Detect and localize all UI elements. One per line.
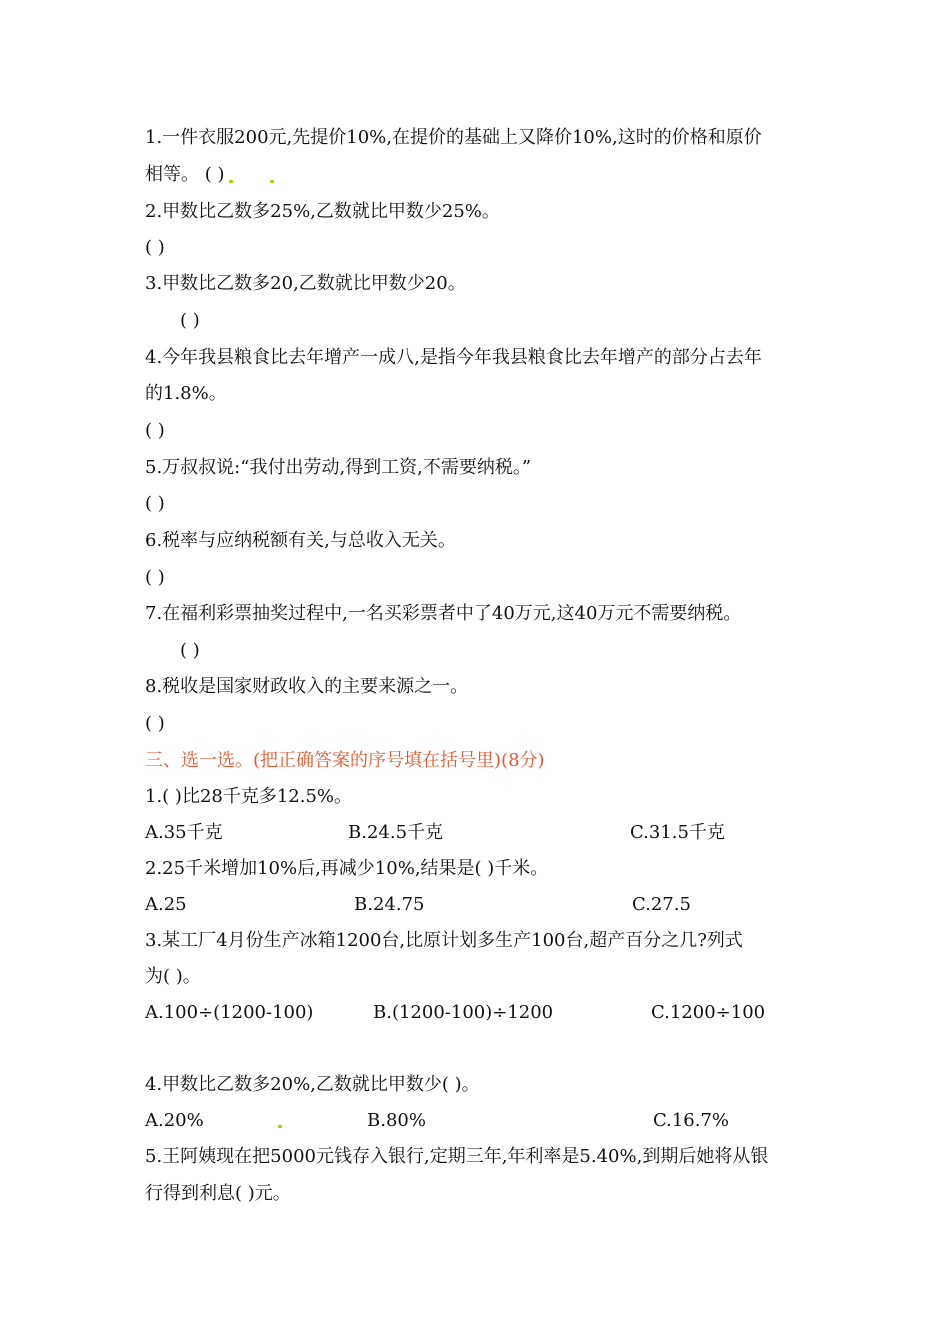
choice-q2-option-c: C.27.5 bbox=[632, 894, 691, 915]
choice-q2: 2.25千米增加10%后,再减少10%,结果是( )千米。 bbox=[145, 858, 549, 879]
judge-q2-blank: ( ) bbox=[145, 237, 165, 258]
choice-q2-option-a: A.25 bbox=[145, 894, 187, 915]
judge-q6: 6.税率与应纳税额有关,与总收入无关。 bbox=[145, 530, 456, 551]
judge-q7: 7.在福利彩票抽奖过程中,一名买彩票者中了40万元,这40万元不需要纳税。 bbox=[145, 603, 742, 624]
choice-q1-option-b: B.24.5千克 bbox=[348, 822, 444, 843]
choice-q3-line2: 为( )。 bbox=[145, 966, 201, 987]
choice-q3-option-a: A.100÷(1200-100) bbox=[145, 1002, 314, 1023]
choice-q1-option-c: C.31.5千克 bbox=[630, 822, 725, 843]
judge-q7-blank: ( ) bbox=[180, 640, 200, 661]
choice-q1-option-a: A.35千克 bbox=[145, 822, 223, 843]
choice-q5-line2: 行得到利息( )元。 bbox=[145, 1183, 291, 1204]
choice-q4-option-a: A.20% bbox=[145, 1110, 204, 1131]
green-mark bbox=[278, 1125, 282, 1128]
section-heading: 三、选一选。(把正确答案的序号填在括号里)(8分) bbox=[145, 750, 545, 771]
judge-q8-blank: ( ) bbox=[145, 713, 165, 734]
judge-q5: 5.万叔叔说:“我付出劳动,得到工资,不需要纳税。” bbox=[145, 457, 532, 478]
judge-q6-blank: ( ) bbox=[145, 567, 165, 588]
choice-q1: 1.( )比28千克多12.5%。 bbox=[145, 786, 353, 807]
judge-q4-line1: 4.今年我县粮食比去年增产一成八,是指今年我县粮食比去年增产的部分占去年 bbox=[145, 347, 762, 368]
judge-q2: 2.甲数比乙数多25%,乙数就比甲数少25%。 bbox=[145, 201, 500, 222]
judge-q8: 8.税收是国家财政收入的主要来源之一。 bbox=[145, 676, 469, 697]
choice-q3-line1: 3.某工厂4月份生产冰箱1200台,比原计划多生产100台,超产百分之几?列式 bbox=[145, 930, 743, 951]
choice-q3-option-c: C.1200÷100 bbox=[651, 1002, 766, 1023]
judge-q1-line1: 1.一件衣服200元,先提价10%,在提价的基础上又降价10%,这时的价格和原价 bbox=[145, 127, 762, 148]
judge-q5-blank: ( ) bbox=[145, 493, 165, 514]
judge-q4-blank: ( ) bbox=[145, 420, 165, 441]
judge-q3-blank: ( ) bbox=[180, 310, 200, 331]
green-mark bbox=[270, 180, 274, 183]
choice-q2-option-b: B.24.75 bbox=[354, 894, 425, 915]
judge-q1-line2: 相等。 ( ) bbox=[145, 164, 225, 185]
choice-q3-option-b: B.(1200-100)÷1200 bbox=[373, 1002, 554, 1023]
choice-q5-line1: 5.王阿姨现在把5000元钱存入银行,定期三年,年利率是5.40%,到期后她将从银 bbox=[145, 1146, 769, 1167]
choice-q4-option-b: B.80% bbox=[367, 1110, 426, 1131]
choice-q4: 4.甲数比乙数多20%,乙数就比甲数少( )。 bbox=[145, 1074, 480, 1095]
judge-q3: 3.甲数比乙数多20,乙数就比甲数少20。 bbox=[145, 273, 466, 294]
green-mark bbox=[229, 180, 233, 183]
choice-q4-option-c: C.16.7% bbox=[653, 1110, 730, 1131]
judge-q4-line2: 的1.8%。 bbox=[145, 383, 227, 404]
